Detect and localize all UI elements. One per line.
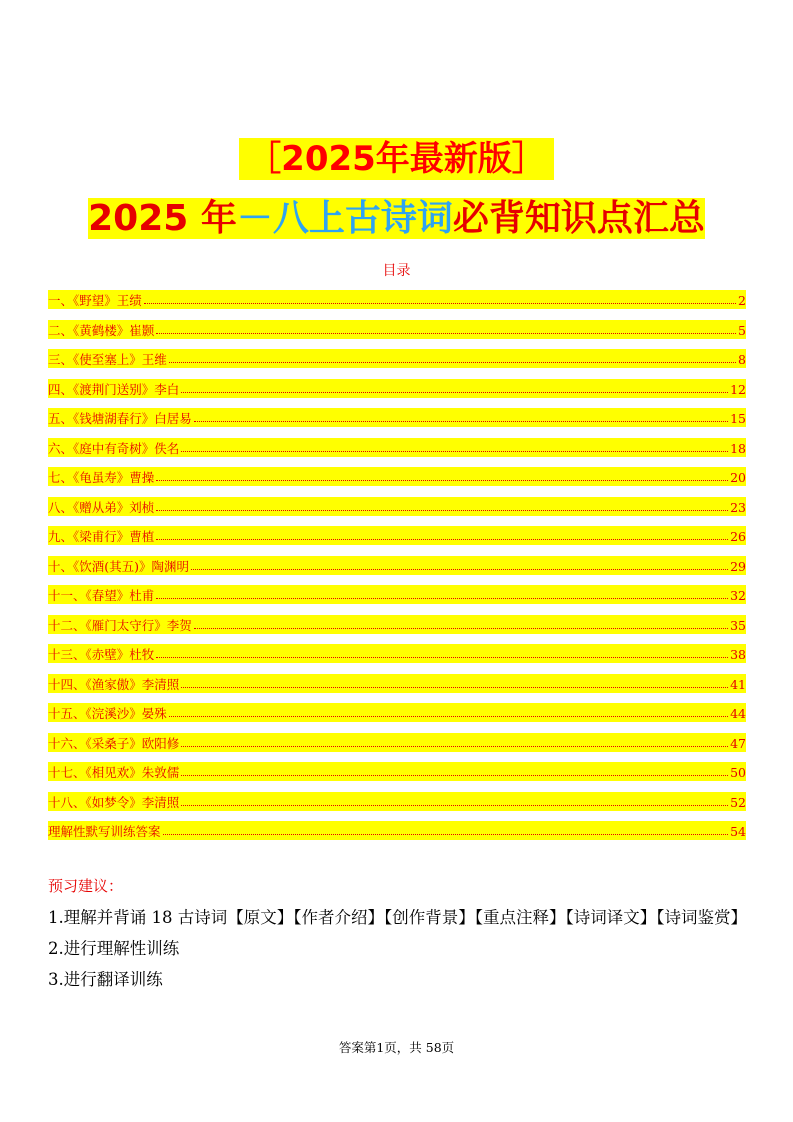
toc-leader-dots <box>156 539 728 540</box>
toc-entry[interactable] <box>48 497 746 516</box>
toc-entry-label: 九、《梁甫行》曹植 <box>48 529 155 544</box>
advice-heading: 预习建议： <box>48 877 124 895</box>
toc-entry-page: 23 <box>730 499 746 515</box>
toc-entry-label: 十、《饮酒(其五)》陶渊明 <box>48 558 190 574</box>
toc-entry-label: 七、《龟虽寿》曹操 <box>48 470 155 485</box>
toc-entry-page: 47 <box>730 735 746 751</box>
toc-entry-label: 八、《赠从弟》刘桢 <box>48 499 155 515</box>
toc-entry[interactable] <box>48 703 746 722</box>
toc-entry[interactable] <box>48 733 746 752</box>
toc-entry-page: 18 <box>730 440 746 456</box>
toc-entry[interactable] <box>48 644 746 663</box>
toc-entry-page: 2 <box>738 293 746 308</box>
toc-entry-label: 十五、《浣溪沙》晏殊 <box>48 706 167 721</box>
toc-entry[interactable] <box>48 674 746 693</box>
toc-entry[interactable] <box>48 762 746 781</box>
toc-leader-dots <box>169 716 728 717</box>
toc-entry-label: 五、《钱塘湖春行》白居易 <box>48 411 192 426</box>
title-year: 2025 年 <box>88 198 237 239</box>
toc-leader-dots <box>181 392 728 393</box>
toc-leader-dots <box>163 834 729 835</box>
toc-entry-page: 12 <box>730 381 746 397</box>
toc-entry-page: 32 <box>730 588 746 603</box>
title-topic: 必背知识点汇总 <box>452 198 705 239</box>
toc-entry-page: 26 <box>730 529 746 544</box>
toc-entry-label: 十三、《赤壁》杜牧 <box>48 647 155 662</box>
toc-entry[interactable] <box>48 349 746 368</box>
toc-entry[interactable] <box>48 438 746 457</box>
toc-leader-dots <box>181 805 728 806</box>
toc-entry[interactable] <box>48 290 746 309</box>
toc-entry[interactable] <box>48 556 746 575</box>
advice-line: 3.进行翻译训练 <box>48 970 163 989</box>
toc-entry-page: 29 <box>730 558 746 574</box>
toc-entry-page: 52 <box>730 794 746 810</box>
toc-leader-dots <box>156 510 728 511</box>
toc-entry-label: 十四、《渔家傲》李清照 <box>48 676 180 692</box>
toc-leader-dots <box>169 362 736 363</box>
edition-banner <box>0 138 793 180</box>
toc-entry-page: 41 <box>730 676 746 692</box>
toc-leader-dots <box>181 451 728 452</box>
advice-line: 2.进行理解性训练 <box>48 939 180 958</box>
toc-entry[interactable] <box>48 467 746 486</box>
toc-leader-dots <box>181 775 728 776</box>
title-subject: －八上古诗词 <box>236 198 453 239</box>
toc-entry-page: 54 <box>730 824 746 839</box>
toc-entry-page: 20 <box>730 470 746 485</box>
toc-leader-dots <box>156 657 728 658</box>
toc-entry-page: 35 <box>730 617 746 633</box>
toc-entry[interactable] <box>48 379 746 398</box>
advice-list <box>48 902 758 995</box>
toc-entry-label: 十六、《采桑子》欧阳修 <box>48 735 180 751</box>
toc-entry-label: 二、《黄鹤楼》崔颢 <box>48 322 155 338</box>
toc-entry[interactable] <box>48 526 746 545</box>
toc-entry-page: 38 <box>730 647 746 662</box>
toc-entry-label: 一、《野望》王绩 <box>48 293 142 308</box>
table-of-contents <box>48 290 746 851</box>
toc-entry[interactable] <box>48 821 746 840</box>
toc-entry[interactable] <box>48 408 746 427</box>
toc-leader-dots <box>156 598 728 599</box>
toc-entry-label: 六、《庭中有奇树》佚名 <box>48 440 180 456</box>
toc-entry-label: 四、《渡荆门送别》李白 <box>48 381 180 397</box>
edition-label: ［2025年最新版］ <box>239 138 554 180</box>
page-footer: 答案第1页，共 58页 <box>338 1040 455 1055</box>
toc-entry-label: 十七、《相见欢》朱敦儒 <box>48 765 180 780</box>
toc-entry-label: 理解性默写训练答案 <box>48 824 161 839</box>
toc-entry[interactable] <box>48 792 746 811</box>
toc-entry-label: 十一、《春望》杜甫 <box>48 588 155 603</box>
toc-entry[interactable] <box>48 320 746 339</box>
advice-line: 1.理解并背诵 18 古诗词【原文】【作者介绍】【创作背景】【重点注释】【诗词译文】【诗词鉴赏】 <box>48 908 747 927</box>
toc-leader-dots <box>144 303 736 304</box>
toc-leader-dots <box>191 569 728 570</box>
toc-entry-page: 44 <box>730 706 746 721</box>
toc-leader-dots <box>194 628 728 629</box>
toc-leader-dots <box>156 480 728 481</box>
toc-entry-page: 5 <box>738 322 746 338</box>
toc-entry-label: 十二、《雁门太守行》李贺 <box>48 617 192 633</box>
toc-leader-dots <box>194 421 728 422</box>
toc-entry[interactable] <box>48 585 746 604</box>
toc-heading: 目录 <box>382 263 411 279</box>
toc-entry-page: 15 <box>730 411 746 426</box>
toc-entry-label: 十八、《如梦令》李清照 <box>48 794 180 810</box>
toc-leader-dots <box>181 687 728 688</box>
toc-leader-dots <box>181 746 728 747</box>
toc-entry-label: 三、《使至塞上》王维 <box>48 352 167 367</box>
document-title <box>0 196 793 242</box>
toc-entry-page: 50 <box>730 765 746 780</box>
toc-entry[interactable] <box>48 615 746 634</box>
toc-leader-dots <box>156 333 736 334</box>
toc-entry-page: 8 <box>738 352 746 367</box>
